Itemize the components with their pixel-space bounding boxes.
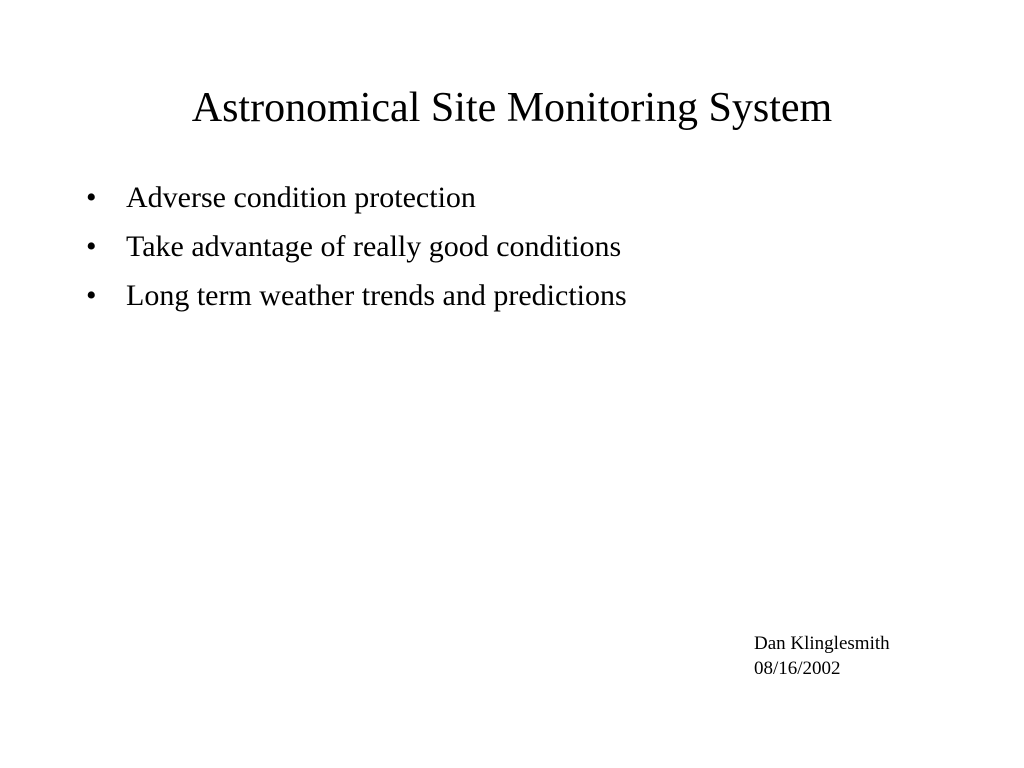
bullet-icon: • xyxy=(86,181,97,214)
bullet-icon: • xyxy=(86,279,97,312)
bullet-icon: • xyxy=(86,230,97,263)
bullet-text: Long term weather trends and predictions xyxy=(126,279,627,312)
slide-date: 08/16/2002 xyxy=(754,658,841,679)
slide-footer xyxy=(754,631,890,681)
bullet-text: Take advantage of really good conditions xyxy=(126,230,622,263)
author-name: Dan Klinglesmith xyxy=(754,633,890,654)
slide-title: Astronomical Site Monitoring System xyxy=(191,85,833,131)
bullet-text: Adverse condition protection xyxy=(126,181,476,214)
